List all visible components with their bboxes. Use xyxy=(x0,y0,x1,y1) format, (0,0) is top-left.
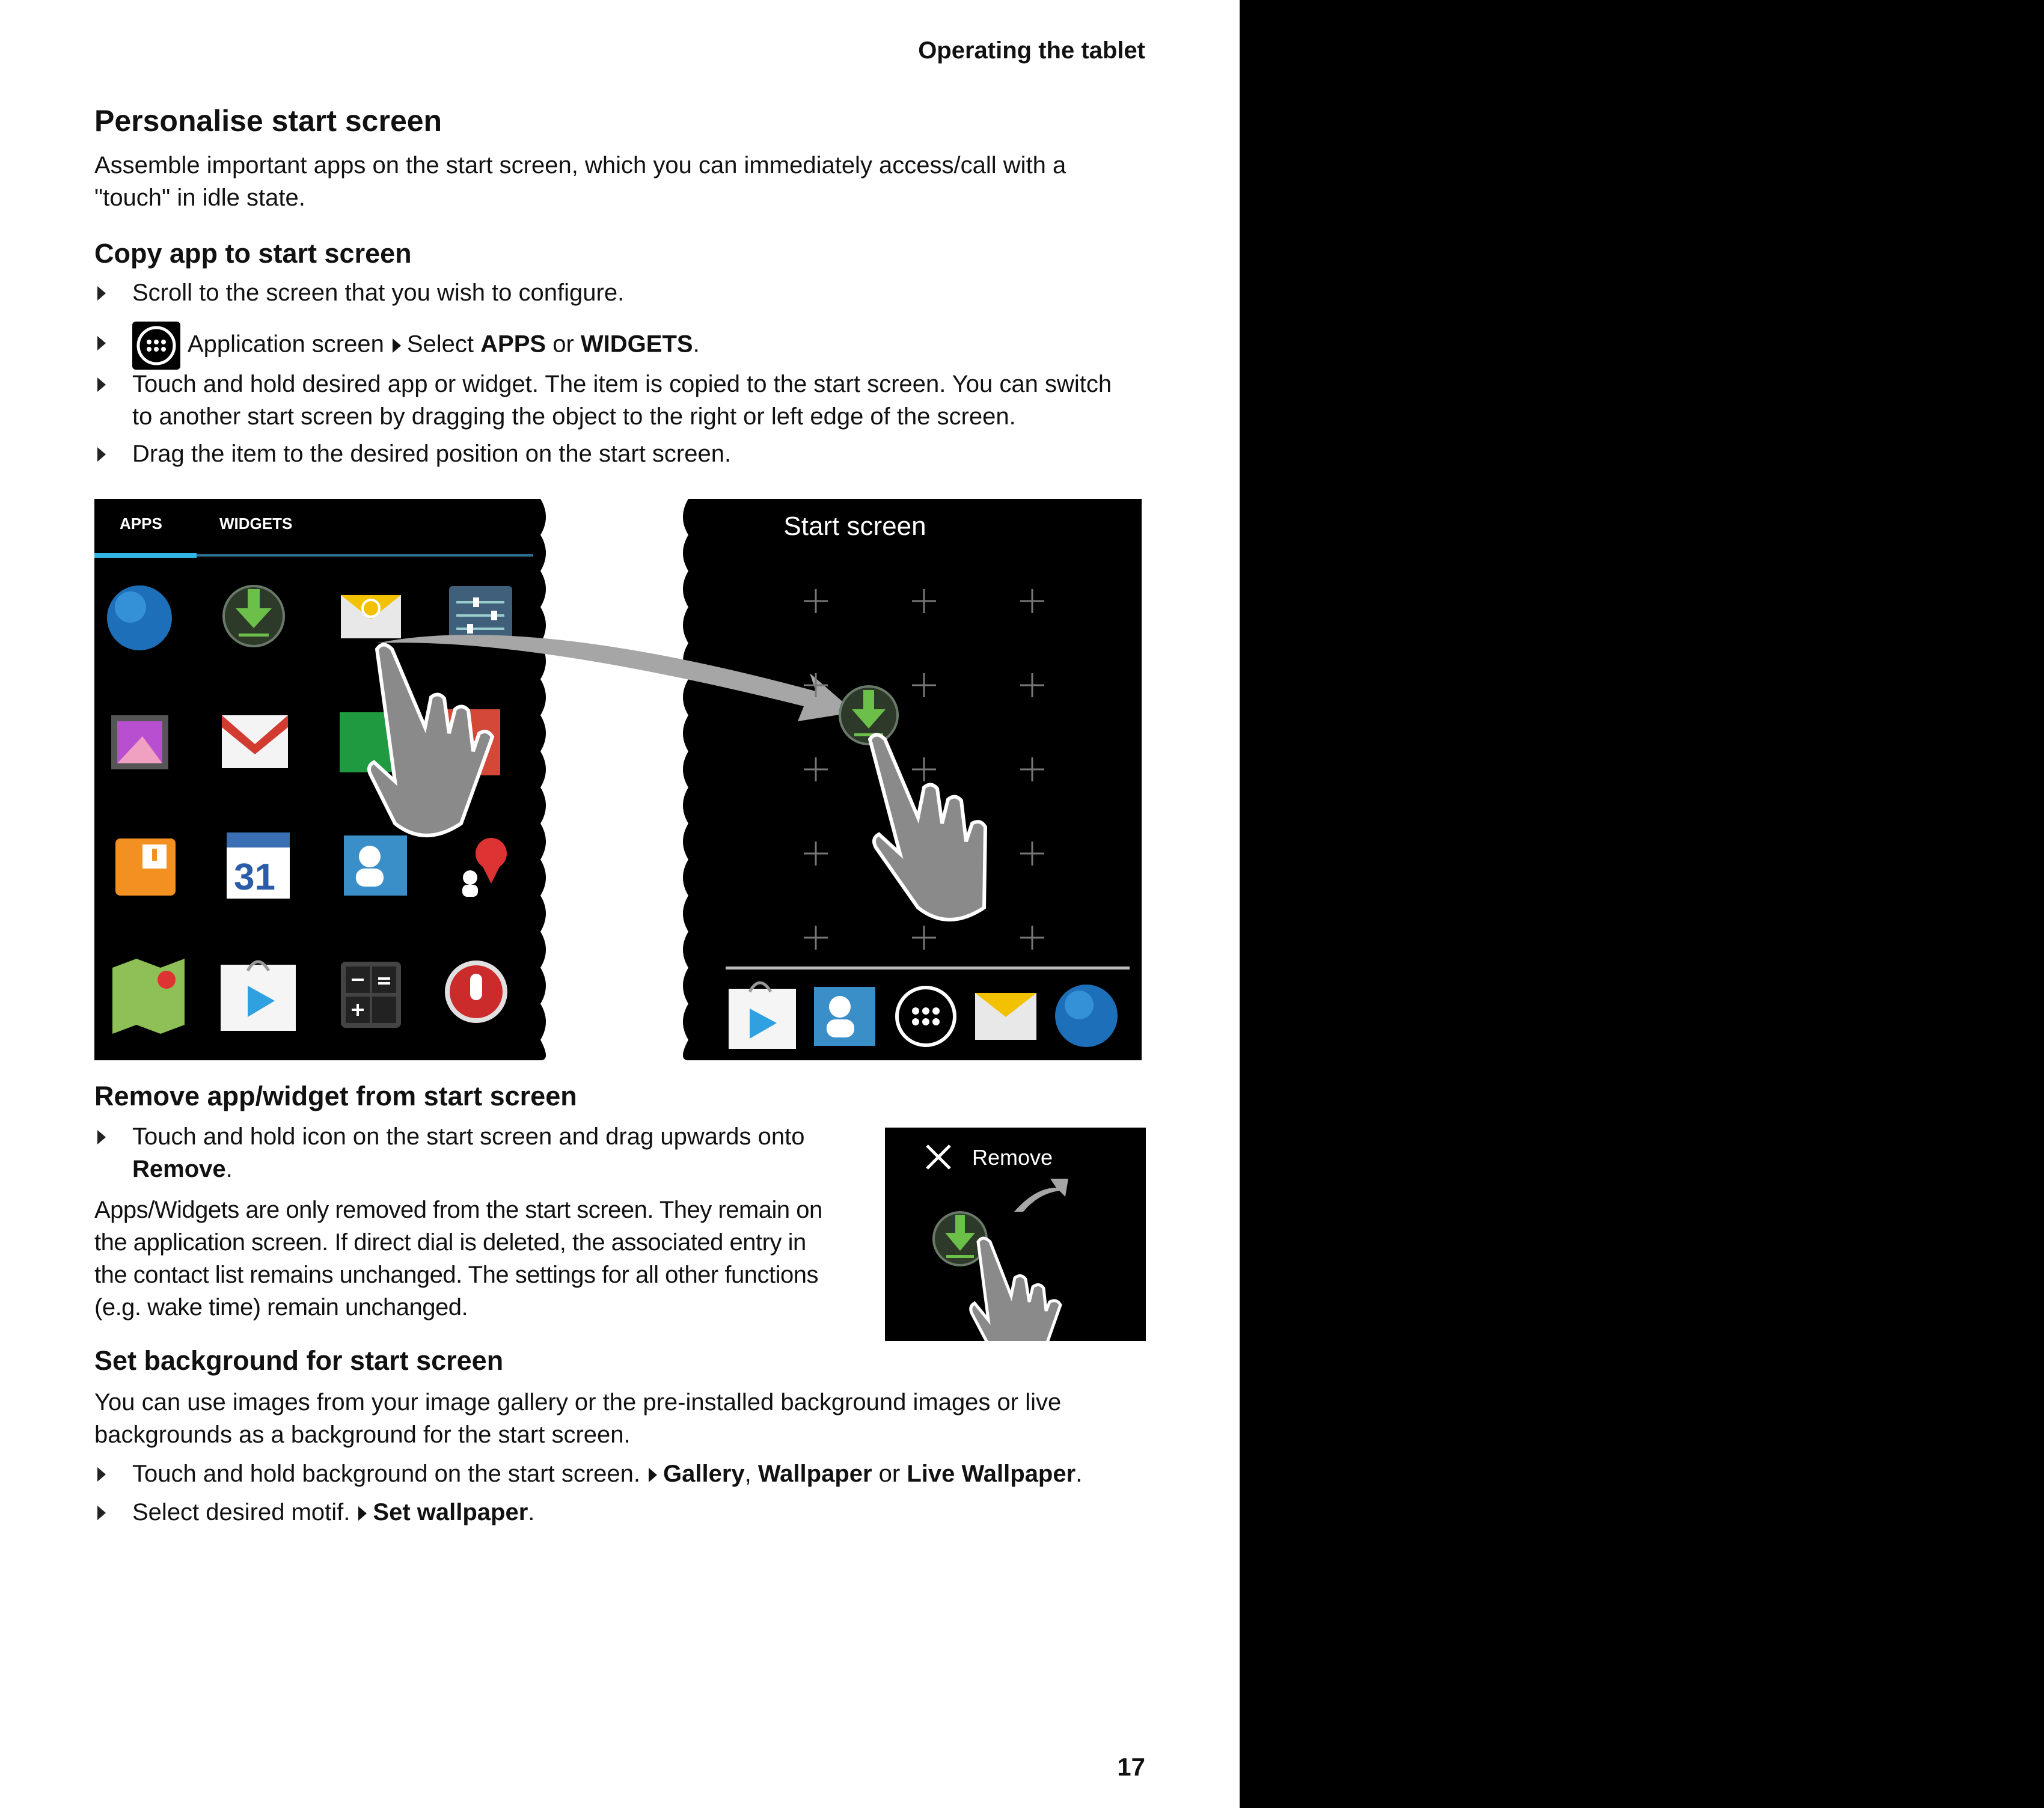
remove-svg xyxy=(885,1128,1146,1341)
intro-line: Assemble important apps on the start screen, which you can immediately access/call with a xyxy=(94,152,1066,179)
app-drawer-icon xyxy=(132,322,180,370)
download-icon[interactable] xyxy=(934,1212,987,1265)
bullet-arrow-icon xyxy=(97,377,106,392)
remove-note: Apps/Widgets are only removed from the start screen. They remain on the application screen. If direct dial is deleted, the associated entry in the contact list remains unchanged. The settings for all other functions (e.g. wake time) remain unchanged. xyxy=(94,1197,822,1321)
tab-apps[interactable]: APPS xyxy=(120,515,162,533)
contacts-icon[interactable] xyxy=(344,835,407,896)
calendar-icon[interactable] xyxy=(227,832,290,899)
bullet-arrow-icon xyxy=(97,447,106,462)
intro-line: "touch" in idle state. xyxy=(94,185,305,211)
drag-up-arrow-icon xyxy=(1014,1179,1068,1212)
subsection-title-copy: Copy app to start screen xyxy=(94,238,412,269)
bullet-arrow-icon xyxy=(97,1130,106,1144)
copy-step-4: Drag the item to the desired position on the start screen. xyxy=(132,438,731,470)
running-header: Operating the tablet xyxy=(918,37,1145,64)
gallery-icon[interactable] xyxy=(111,715,168,769)
maps-icon[interactable] xyxy=(112,959,185,1034)
email-icon[interactable] xyxy=(341,595,401,638)
copy-step-1: Scroll to the screen that you wish to configure. xyxy=(132,276,624,309)
play-store-icon[interactable] xyxy=(221,962,296,1031)
dock-browser-globe-icon[interactable] xyxy=(1055,985,1118,1047)
background-step-1: Touch and hold background on the start screen. Gallery, Wallpaper or Live Wallpaper. xyxy=(132,1458,1082,1490)
download-icon[interactable] xyxy=(224,586,284,646)
arrow-icon xyxy=(393,338,401,353)
remove-target-label[interactable]: Remove xyxy=(972,1145,1053,1170)
browser-globe-icon[interactable] xyxy=(107,585,172,650)
download-icon[interactable] xyxy=(840,686,898,744)
start-screen-title: Start screen xyxy=(783,512,926,541)
subsection-title-remove: Remove app/widget from start screen xyxy=(94,1081,577,1111)
bullet-arrow-icon xyxy=(97,1506,106,1520)
voice-search-icon[interactable] xyxy=(445,960,507,1023)
gmail-icon[interactable] xyxy=(222,715,288,768)
settings-icon[interactable] xyxy=(449,586,512,643)
personalise-intro xyxy=(94,149,1152,214)
arrow-icon xyxy=(358,1506,367,1521)
messaging-icon[interactable] xyxy=(115,838,176,896)
arrow-icon xyxy=(649,1468,657,1482)
dock-divider xyxy=(726,967,1130,970)
copy-step-2: Application screen Select APPS or WIDGETS. xyxy=(132,322,700,370)
page-number: 17 xyxy=(1117,1753,1145,1781)
background-intro: You can use images from your image gallery or the pre-installed background images or live backgrounds as a background for the start screen. xyxy=(94,1389,1062,1448)
remove-step: Touch and hold icon on the start screen and drag upwards onto Remove. xyxy=(132,1120,878,1185)
tab-widgets[interactable]: WIDGETS xyxy=(219,515,293,533)
illustration-svg xyxy=(94,499,1142,1060)
calculator-icon[interactable] xyxy=(341,962,401,1028)
background-step-2: Select desired motif. Set wallpaper. xyxy=(132,1496,534,1529)
close-icon[interactable] xyxy=(927,1146,950,1168)
hand-pointer-icon xyxy=(971,1238,1060,1341)
dock-play-store-icon[interactable] xyxy=(729,983,796,1049)
dock-contacts-icon[interactable] xyxy=(814,987,875,1046)
remove-illustration xyxy=(885,1128,1146,1341)
subsection-title-background: Set background for start screen xyxy=(94,1345,504,1376)
copy-step-3: Touch and hold desired app or widget. The item is copied to the start screen. You can switch to another start screen by dragging the object to the right or left edge of the screen. xyxy=(132,368,1154,433)
section-title-personalise: Personalise start screen xyxy=(94,104,442,138)
bullet-arrow-icon xyxy=(97,286,106,301)
bullet-arrow-icon xyxy=(97,336,106,350)
bullet-arrow-icon xyxy=(97,1467,106,1482)
tab-apps-indicator xyxy=(94,553,197,558)
dock-email-icon[interactable] xyxy=(975,993,1036,1040)
copy-illustration xyxy=(94,499,1142,1060)
calendar-day: 31 xyxy=(234,857,275,898)
